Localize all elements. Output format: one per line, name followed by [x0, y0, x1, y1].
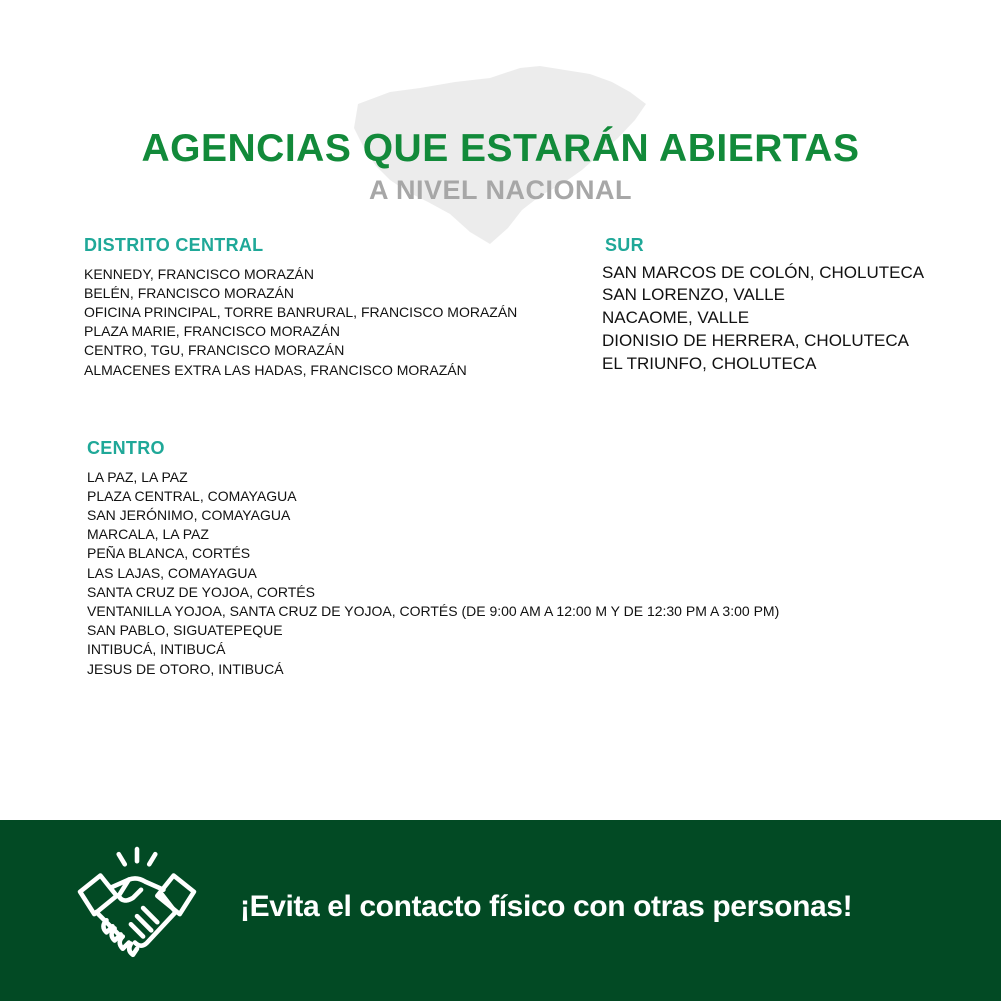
list-item: DIONISIO DE HERRERA, CHOLUTECA: [602, 330, 909, 350]
page-title: AGENCIAS QUE ESTARÁN ABIERTAS: [141, 127, 860, 170]
list-item: SANTA CRUZ DE YOJOA, CORTÉS: [87, 583, 315, 600]
list-item: ALMACENES EXTRA LAS HADAS, FRANCISCO MORAZÁN: [84, 361, 467, 378]
footer-message: ¡Evita el contacto físico con otras personas!: [240, 890, 853, 923]
list-item: KENNEDY, FRANCISCO MORAZÁN: [84, 265, 314, 282]
region-title-centro: CENTRO: [87, 438, 165, 458]
list-item: PLAZA CENTRAL, COMAYAGUA: [87, 487, 297, 504]
list-item: SAN MARCOS DE COLÓN, CHOLUTECA: [602, 262, 925, 282]
region-title-sur: SUR: [605, 235, 644, 255]
agency-list-distrito-central: [84, 265, 517, 380]
list-item: MARCALA, LA PAZ: [87, 526, 209, 543]
agency-list-centro: [87, 468, 779, 679]
list-item: JESUS DE OTORO, INTIBUCÁ: [87, 660, 284, 677]
list-item: PLAZA MARIE, FRANCISCO MORAZÁN: [84, 323, 340, 340]
list-item: CENTRO, TGU, FRANCISCO MORAZÁN: [84, 342, 345, 359]
page-subtitle: A NIVEL NACIONAL: [368, 175, 632, 205]
agency-list-sur: [602, 262, 924, 376]
list-item: SAN PABLO, SIGUATEPEQUE: [87, 622, 283, 639]
handshake-icon: [76, 845, 198, 967]
list-item: SAN LORENZO, VALLE: [602, 285, 785, 305]
list-item: OFICINA PRINCIPAL, TORRE BANRURAL, FRANCISCO MORAZÁN: [84, 304, 518, 320]
list-item: VENTANILLA YOJOA, SANTA CRUZ DE YOJOA, CORTÉS (DE 9:00 AM A 12:00 M Y DE 12:30 PM A 3:00 PM): [87, 603, 780, 620]
list-item: NACAOME, VALLE: [602, 308, 750, 328]
region-distrito-central: [84, 235, 517, 380]
list-item: PEÑA BLANCA, CORTÉS: [87, 545, 251, 562]
region-sur: [602, 235, 924, 376]
list-item: SAN JERÓNIMO, COMAYAGUA: [87, 507, 291, 523]
region-centro: [87, 438, 779, 679]
list-item: INTIBUCÁ, INTIBUCÁ: [87, 641, 226, 658]
region-title-distrito-central: DISTRITO CENTRAL: [84, 235, 264, 255]
list-item: LA PAZ, LA PAZ: [87, 468, 188, 485]
list-item: LAS LAJAS, COMAYAGUA: [87, 564, 257, 581]
list-item: EL TRIUNFO, CHOLUTECA: [602, 353, 817, 373]
list-item: BELÉN, FRANCISCO MORAZÁN: [84, 284, 295, 301]
